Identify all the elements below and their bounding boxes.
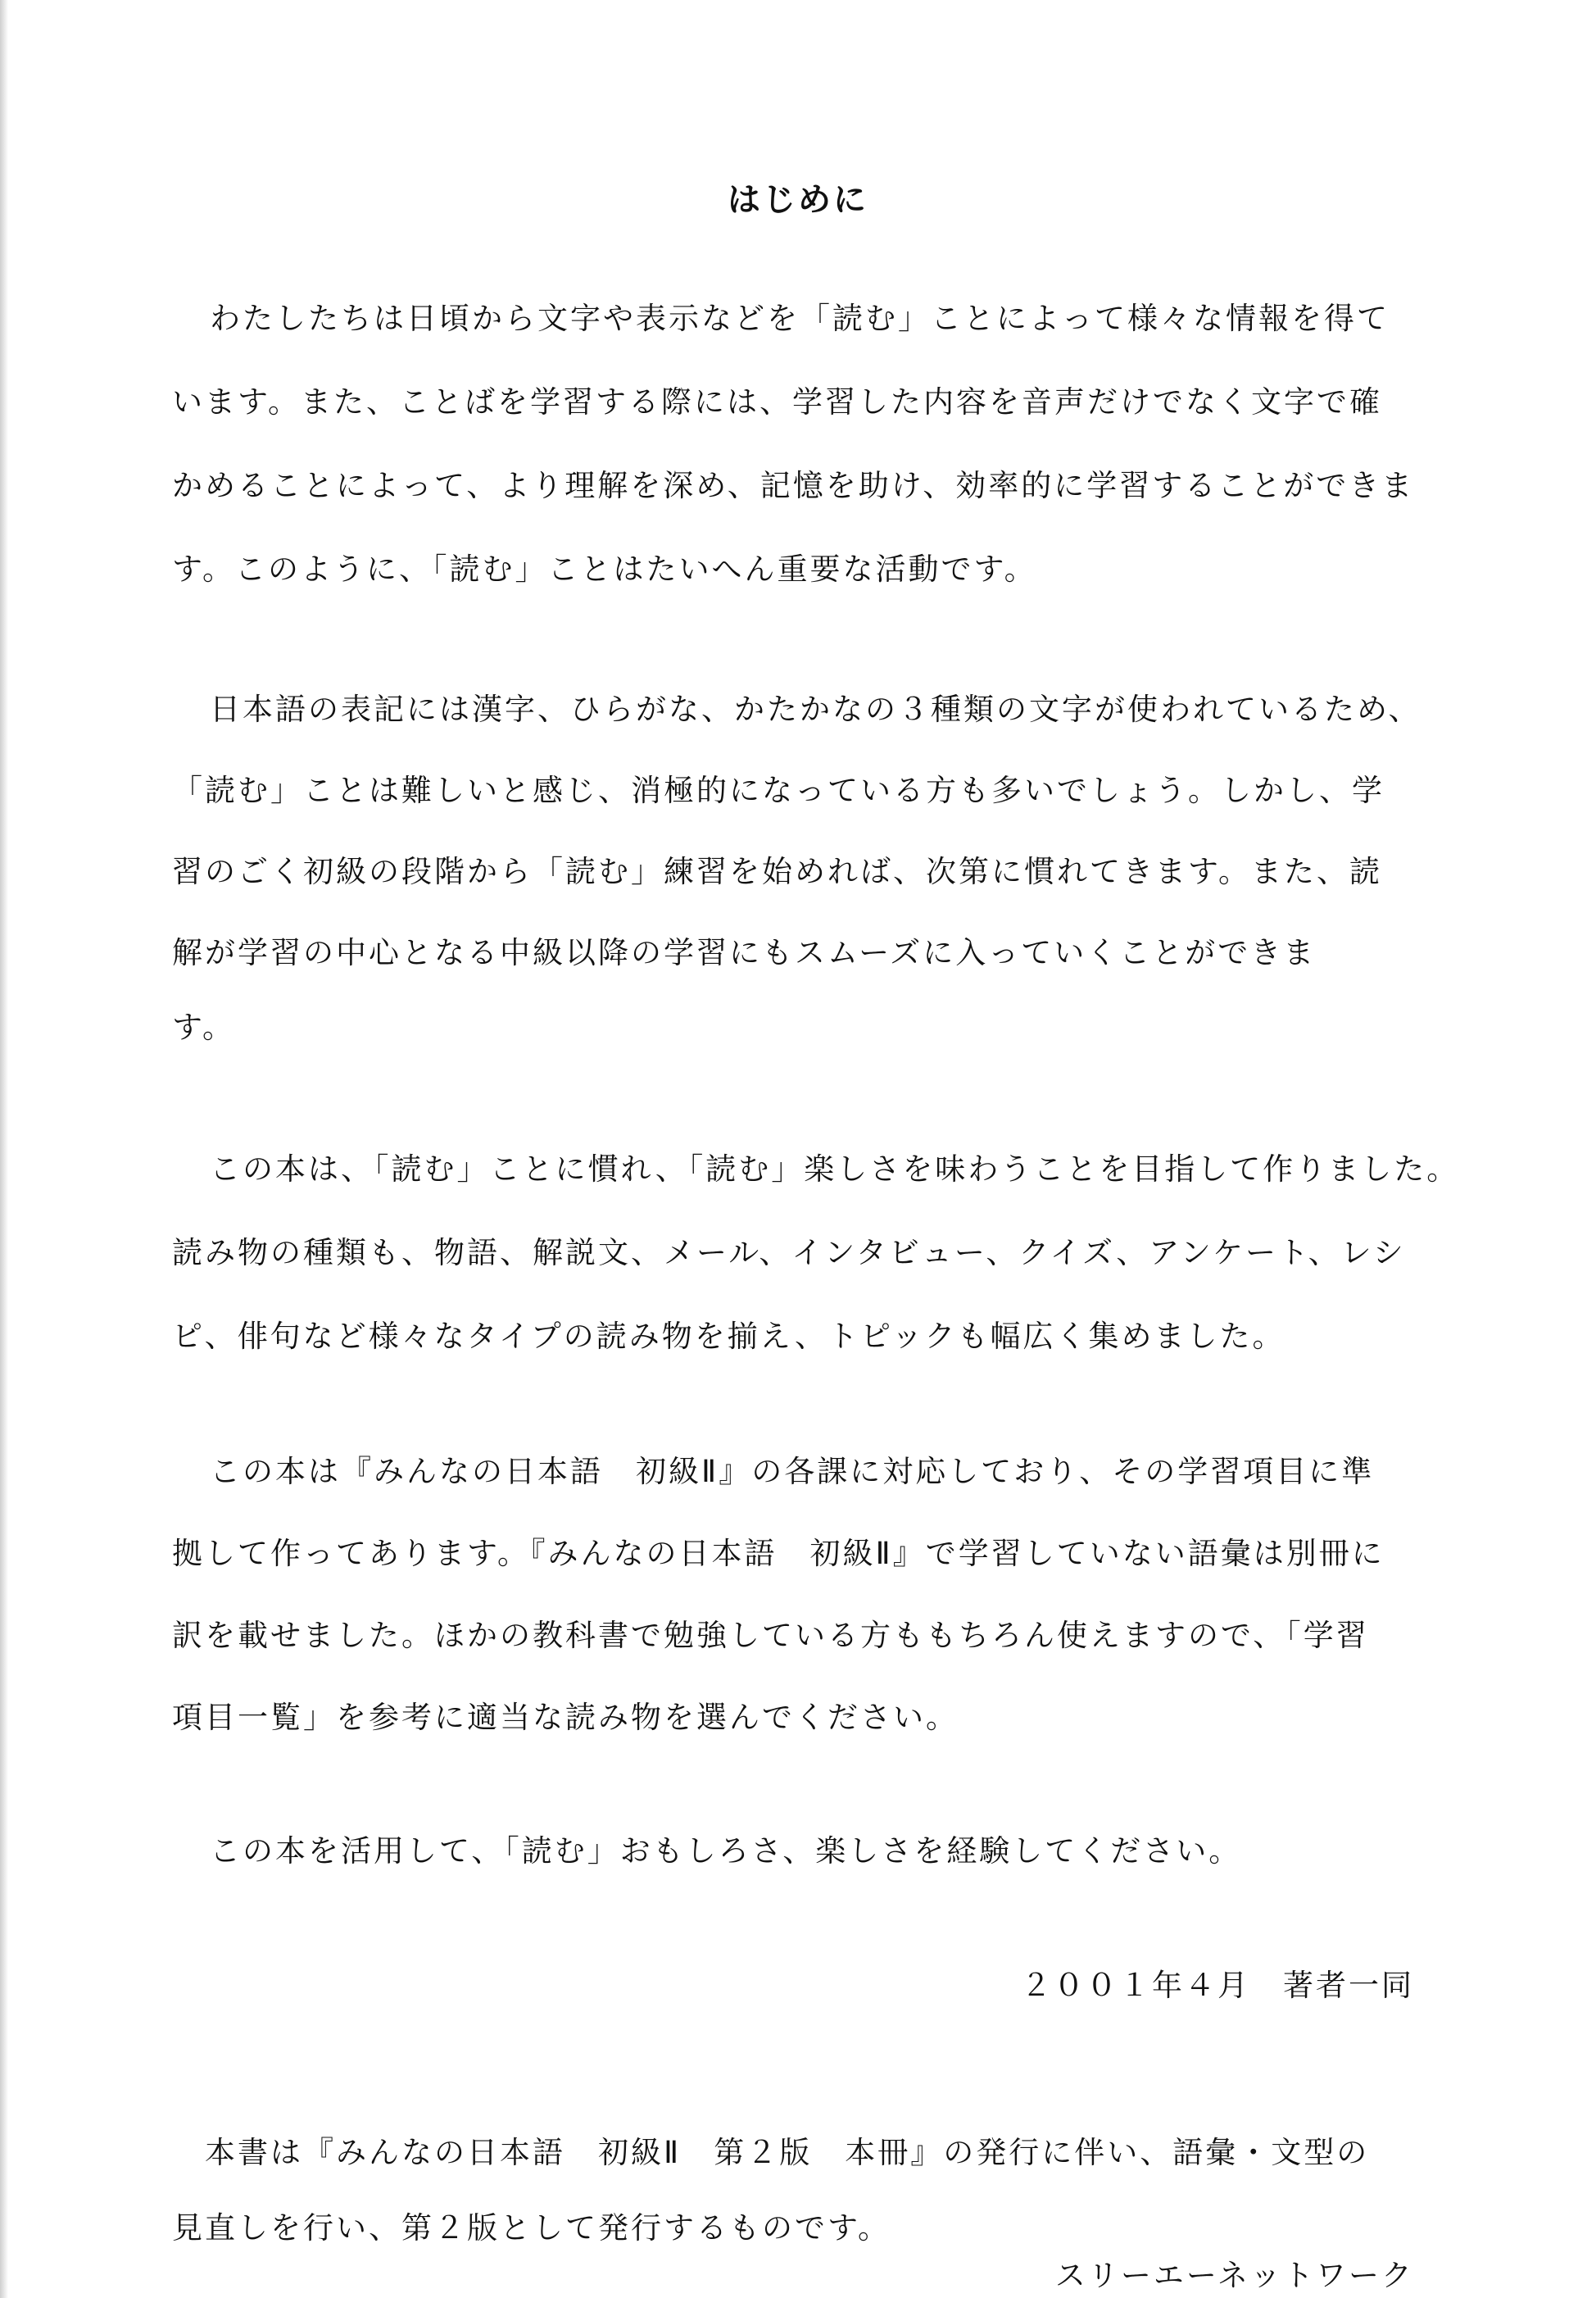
paragraph-1-line: います。また、ことばを学習する際には、学習した内容を音声だけでなく文字で確 <box>172 384 1383 420</box>
paragraph-1-line: かめることによって、より理解を深め、記憶を助け、効率的に学習することができま <box>172 468 1415 503</box>
revision-note-line: 本書は『みんなの日本語 初級Ⅱ 第２版 本冊』の発行に伴い、語彙・文型の <box>205 2135 1370 2170</box>
paragraph-4-line: 項目一覧」を参考に適当な読み物を選んでください。 <box>172 1700 959 1735</box>
page-title: はじめに <box>728 181 868 219</box>
paragraph-3-line: この本は、「読む」ことに慣れ、「読む」楽しさを味わうことを目指して作りました。 <box>210 1151 1460 1187</box>
paragraph-2-line: 「読む」ことは難しいと感じ、消極的になっている方も多いでしょう。しかし、学 <box>172 773 1385 808</box>
paragraph-1-line: す。このように、「読む」ことはたいへん重要な活動です。 <box>172 552 1037 587</box>
revision-note-line: 見直しを行い、第２版として発行するものです。 <box>172 2210 891 2246</box>
page-edge-shadow <box>0 0 8 2298</box>
paragraph-2-line: 解が学習の中心となる中級以降の学習にもスムーズに入っていくことができま <box>172 935 1317 970</box>
paragraph-4-line: 訳を載せました。ほかの教科書で勉強している方ももちろん使えますので、「学習 <box>172 1618 1369 1653</box>
paragraph-2-line: 習のごく初級の段階から「読む」練習を始めれば、次第に慣れてきます。また、読 <box>172 854 1383 889</box>
paragraph-3-line: ピ、俳句など様々なタイプの読み物を揃え、トピックも幅広く集めました。 <box>172 1319 1285 1354</box>
paragraph-2-line: 日本語の表記には漢字、ひらがな、かたかなの３種類の文字が使われているため、 <box>210 692 1421 727</box>
paragraph-1-line: わたしたちは日頃から文字や表示などを「読む」ことによって様々な情報を得て <box>210 301 1390 336</box>
paragraph-3-line: 読み物の種類も、物語、解説文、メール、インタビュー、クイズ、アンケート、レシ <box>172 1235 1406 1270</box>
paragraph-4-line: 拠して作ってあります。『みんなの日本語 初級Ⅱ』で学習していない語彙は別冊に <box>172 1536 1385 1571</box>
publisher-name: スリーエーネットワーク <box>1054 2258 1414 2293</box>
paragraph-2-line: す。 <box>172 1010 236 1045</box>
paragraph-4-line: この本は『みんなの日本語 初級Ⅱ』の各課に対応しており、その学習項目に準 <box>210 1454 1375 1489</box>
paragraph-5-line: この本を活用して、「読む」おもしろさ、楽しさを経験してください。 <box>210 1833 1242 1869</box>
signature: ２００１年４月 著者一同 <box>1021 1968 1414 2003</box>
